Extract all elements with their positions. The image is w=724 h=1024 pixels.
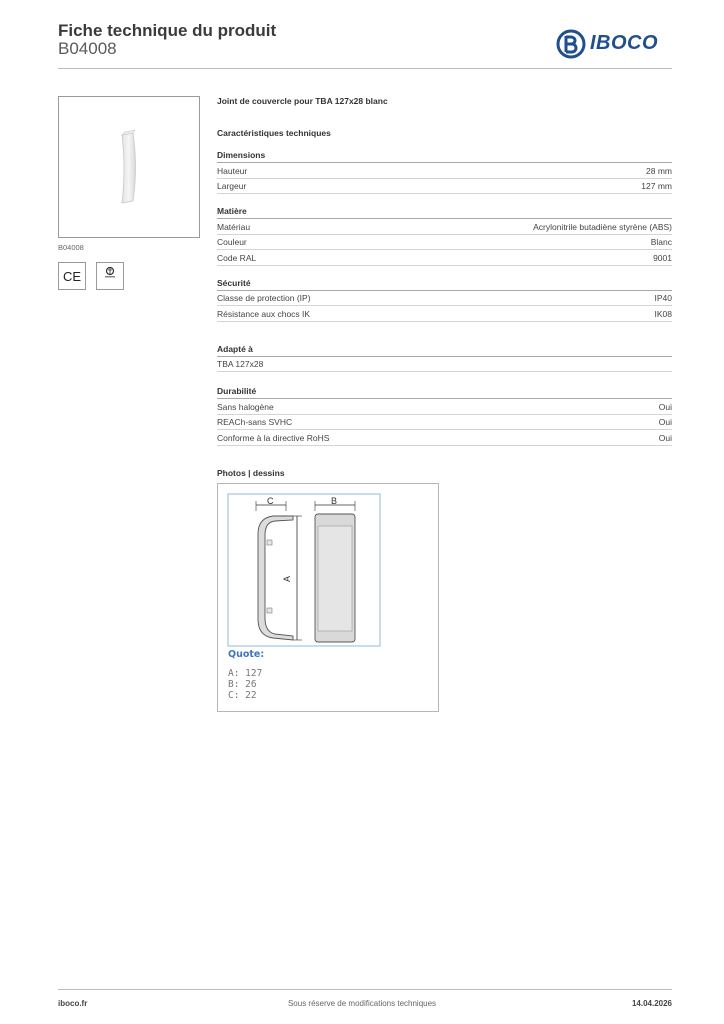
page-title: Fiche technique du produit xyxy=(58,21,277,40)
label-a: A xyxy=(282,575,292,582)
product-name: Joint de couvercle pour TBA 127x28 blanc xyxy=(217,96,388,106)
footer-date: 14.04.2026 xyxy=(631,999,672,1008)
spec-row: Hauteur 28 mm xyxy=(217,163,672,179)
certification-icon xyxy=(96,262,124,290)
section-title: Dimensions xyxy=(217,150,672,163)
ce-mark-icon: CE xyxy=(58,262,86,290)
label-c: C xyxy=(267,496,274,506)
photo-caption: B04008 xyxy=(58,243,84,252)
dimension-list xyxy=(228,649,264,701)
spec-row: Largeur 127 mm xyxy=(217,179,672,195)
product-code: B04008 xyxy=(58,39,117,58)
section-title: Adapté à xyxy=(217,344,672,357)
spec-row: TBA 127x28 xyxy=(217,357,672,373)
product-specs xyxy=(217,96,672,478)
tech-title: Caractéristiques techniques xyxy=(217,128,331,138)
section-title: Sécurité xyxy=(217,278,672,291)
label-b: B xyxy=(331,496,338,506)
dimension-a: A: 127 xyxy=(228,668,263,679)
spec-row: Sans halogène Oui xyxy=(217,399,672,415)
spec-row: Couleur Blanc xyxy=(217,235,672,251)
dimension-c: C: 22 xyxy=(228,690,257,701)
section-title: Matière xyxy=(217,206,672,219)
product-photo xyxy=(58,96,200,238)
section-title: Durabilité xyxy=(217,386,672,399)
spec-row: Code RAL 9001 xyxy=(217,250,672,266)
quote-title: Quote: xyxy=(228,649,265,660)
footer-divider xyxy=(58,989,672,990)
spec-row: REACh-sans SVHC Oui xyxy=(217,415,672,431)
footer-note: Sous réserve de modifications techniques xyxy=(287,999,437,1008)
spec-row: Classe de protection (IP) IP40 xyxy=(217,291,672,307)
spec-row: Conforme à la directive RoHS Oui xyxy=(217,430,672,446)
product-image-icon xyxy=(59,97,199,237)
iboco-logo-icon xyxy=(556,29,586,59)
spec-row: Matériau Acrylonitrile butadiène styrène (ABS) xyxy=(217,219,672,235)
spec-row: Résistance aux chocs IK IK08 xyxy=(217,306,672,322)
photos-title: Photos | dessins xyxy=(217,467,285,478)
header-divider xyxy=(58,68,672,69)
logo-text: IBOCO xyxy=(590,32,659,54)
dimension-b: B: 26 xyxy=(228,679,257,690)
iboco-logo xyxy=(556,28,674,60)
footer-site: iboco.fr xyxy=(58,999,88,1008)
